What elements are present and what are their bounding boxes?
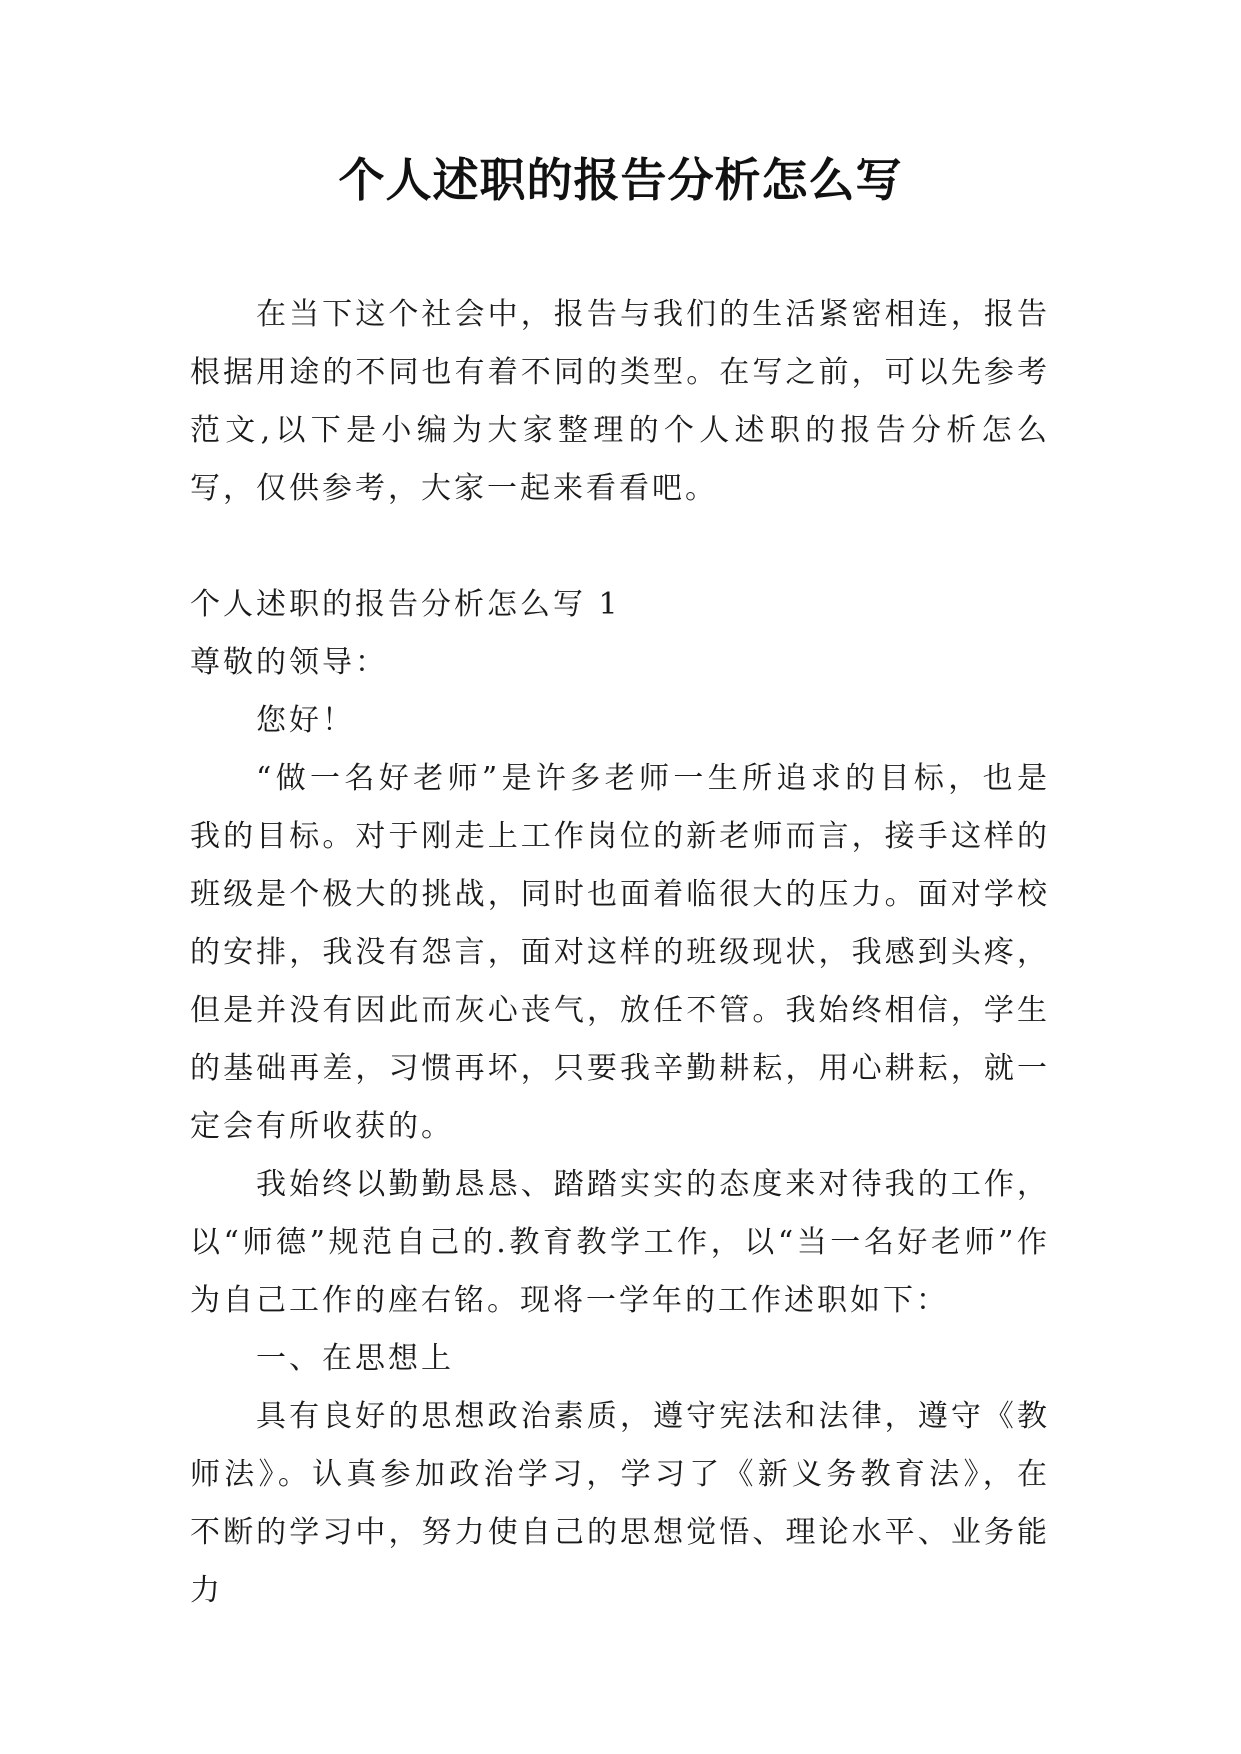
subheading-thought: 一、在思想上 (256, 1341, 454, 1376)
body-paragraph-1: “做一名好老师”是许多老师一生所追求的目标，也是我的目标。对于刚走上工作岗位的新老师而言，接手这样的班级是个极大的挑战，同时也面着临很大的压力。面对学校的安排，我没有怨言，面对这样的班级现状，我感到头疼，但是并没有因此而灰心丧气，放任不管。我始终相信，学生的基础再差，习惯再坏，只要我辛勤耕耘，用心耕耘，就一定会有所收获的。 (190, 761, 1050, 1144)
intro-paragraph: 在当下这个社会中，报告与我们的生活紧密相连，报告根据用途的不同也有着不同的类型。在写之前，可以先参考范文,以下是小编为大家整理的个人述职的报告分析怎么写，仅供参考，大家一起来看看吧。 (190, 297, 1050, 506)
greeting: 您好！ (256, 703, 355, 738)
document-title: 个人述职的报告分析怎么写 (338, 153, 903, 207)
section-heading: 个人述职的报告分析怎么写 1 (190, 587, 621, 622)
body-paragraph-2: 我始终以勤勤恳恳、踏踏实实的态度来对待我的工作，以“师德”规范自己的.教育教学工作，以“当一名好老师”作为自己工作的座右铭。现将一学年的工作述职如下： (190, 1167, 1050, 1318)
document-body (190, 286, 1050, 1620)
body-paragraph-3: 具有良好的思想政治素质，遵守宪法和法律，遵守《教师法》。认真参加政治学习，学习了《新义务教育法》，在不断的学习中，努力使自己的思想觉悟、理论水平、业务能力 (190, 1399, 1050, 1608)
salutation: 尊敬的领导： (190, 645, 388, 680)
